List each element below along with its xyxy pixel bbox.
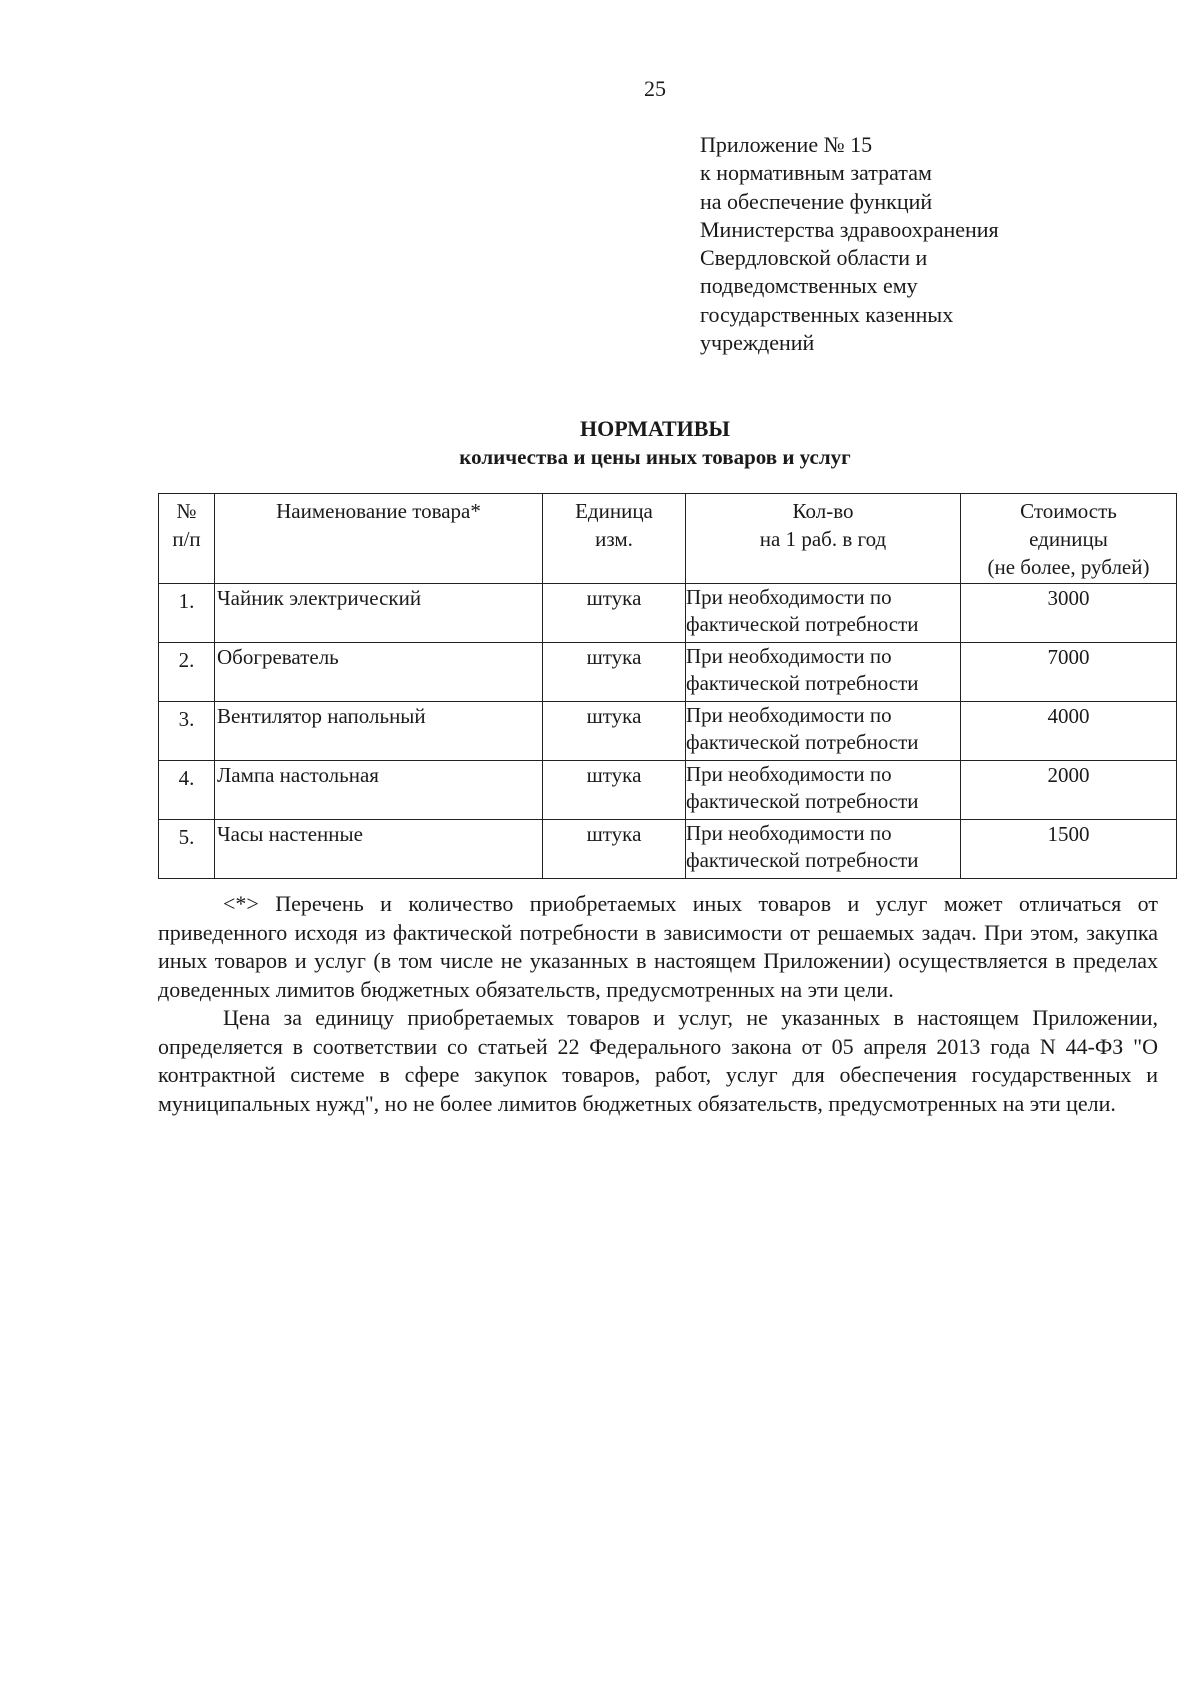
row-name: Лампа настольная (215, 761, 543, 820)
row-unit: штука (543, 761, 686, 820)
row-unit: штука (543, 702, 686, 761)
appendix-line: подведомственных ему (700, 273, 918, 299)
header-cost-line: Стоимость (1020, 499, 1117, 523)
row-qty-line: При необходимости по (686, 703, 892, 727)
row-qty (686, 820, 961, 879)
row-name: Обогреватель (215, 643, 543, 702)
row-num: 2. (159, 643, 215, 702)
table-row (159, 584, 1177, 643)
header-name-line: Наименование товара* (276, 499, 481, 523)
row-cost: 2000 (961, 761, 1177, 820)
row-qty-line: фактической потребности (686, 848, 919, 872)
header-num-line: п/п (172, 527, 201, 551)
row-qty-line: При необходимости по (686, 585, 892, 609)
header-num (159, 494, 215, 584)
header-unit (543, 494, 686, 584)
header-qty (686, 494, 961, 584)
header-num-line: № (176, 499, 197, 523)
row-cost: 4000 (961, 702, 1177, 761)
row-cost: 7000 (961, 643, 1177, 702)
document-subtitle: количества и цены иных товаров и услуг (459, 445, 851, 469)
norms-table (158, 493, 1177, 879)
footnote-paragraph: <*> Перечень и количество приобретаемых иных товаров и услуг может отличаться от приведенного исходя из фактической потребности в зависимости от решаемых задач. При этом, закупка иных товаров и услуг (в том числе не указанных в настоящем Приложении) осуществляется в пределах доведенных лимитов бюджетных обязательств, предусмотренных на эти цели. (158, 891, 1158, 1002)
row-cost: 3000 (961, 584, 1177, 643)
row-qty-line: При необходимости по (686, 821, 892, 845)
header-cost-line: (не более, рублей) (987, 555, 1150, 579)
row-qty (686, 702, 961, 761)
row-unit: штука (543, 820, 686, 879)
table-row (159, 761, 1177, 820)
page-number: 25 (644, 76, 666, 101)
row-num: 5. (159, 820, 215, 879)
row-name: Чайник электрический (215, 584, 543, 643)
row-qty-line: фактической потребности (686, 730, 919, 754)
table-row (159, 702, 1177, 761)
row-qty-line: При необходимости по (686, 644, 892, 668)
header-qty-line: на 1 раб. в год (759, 527, 887, 551)
row-qty (686, 643, 961, 702)
row-unit: штука (543, 643, 686, 702)
row-num: 4. (159, 761, 215, 820)
table-header-row (159, 494, 1177, 584)
table-row (159, 643, 1177, 702)
row-qty-line: фактической потребности (686, 789, 919, 813)
row-qty-line: При необходимости по (686, 762, 892, 786)
row-cost: 1500 (961, 820, 1177, 879)
row-qty (686, 584, 961, 643)
header-cost-line: единицы (1029, 527, 1108, 551)
header-qty-line: Кол-во (792, 499, 854, 523)
row-name: Вентилятор напольный (215, 702, 543, 761)
appendix-line: Свердловской области и (700, 245, 928, 271)
appendix-block (700, 131, 1140, 357)
appendix-line: Приложение № 15 (700, 132, 873, 157)
header-name (215, 494, 543, 584)
document-title: НОРМАТИВЫ (579, 416, 731, 441)
row-qty-line: фактической потребности (686, 671, 919, 695)
header-unit-line: Единица (575, 499, 653, 523)
appendix-line: учреждений (700, 330, 815, 356)
appendix-line: к нормативным затратам (700, 160, 932, 186)
header-unit-line: изм. (595, 527, 633, 551)
row-name: Часы настенные (215, 820, 543, 879)
row-num: 3. (159, 702, 215, 761)
notes-block (158, 890, 1158, 1118)
appendix-line: государственных казенных (700, 301, 954, 327)
row-qty-line: фактической потребности (686, 612, 919, 636)
row-qty (686, 761, 961, 820)
appendix-line: на обеспечение функций (700, 188, 933, 214)
appendix-line: Министерства здравоохранения (700, 216, 999, 242)
table-row (159, 820, 1177, 879)
header-cost (961, 494, 1177, 584)
price-paragraph: Цена за единицу приобретаемых товаров и услуг, не указанных в настоящем Приложении, определяется в соответствии со статьей 22 Федерального закона от 05 апреля 2013 года N 44-ФЗ "О контрактной системе в сфере закупок товаров, работ, услуг для обеспечения государственных и муниципальных нужд", но не более лимитов бюджетных обязательств, предусмотренных на эти цели. (158, 1005, 1158, 1116)
row-unit: штука (543, 584, 686, 643)
row-num: 1. (159, 584, 215, 643)
